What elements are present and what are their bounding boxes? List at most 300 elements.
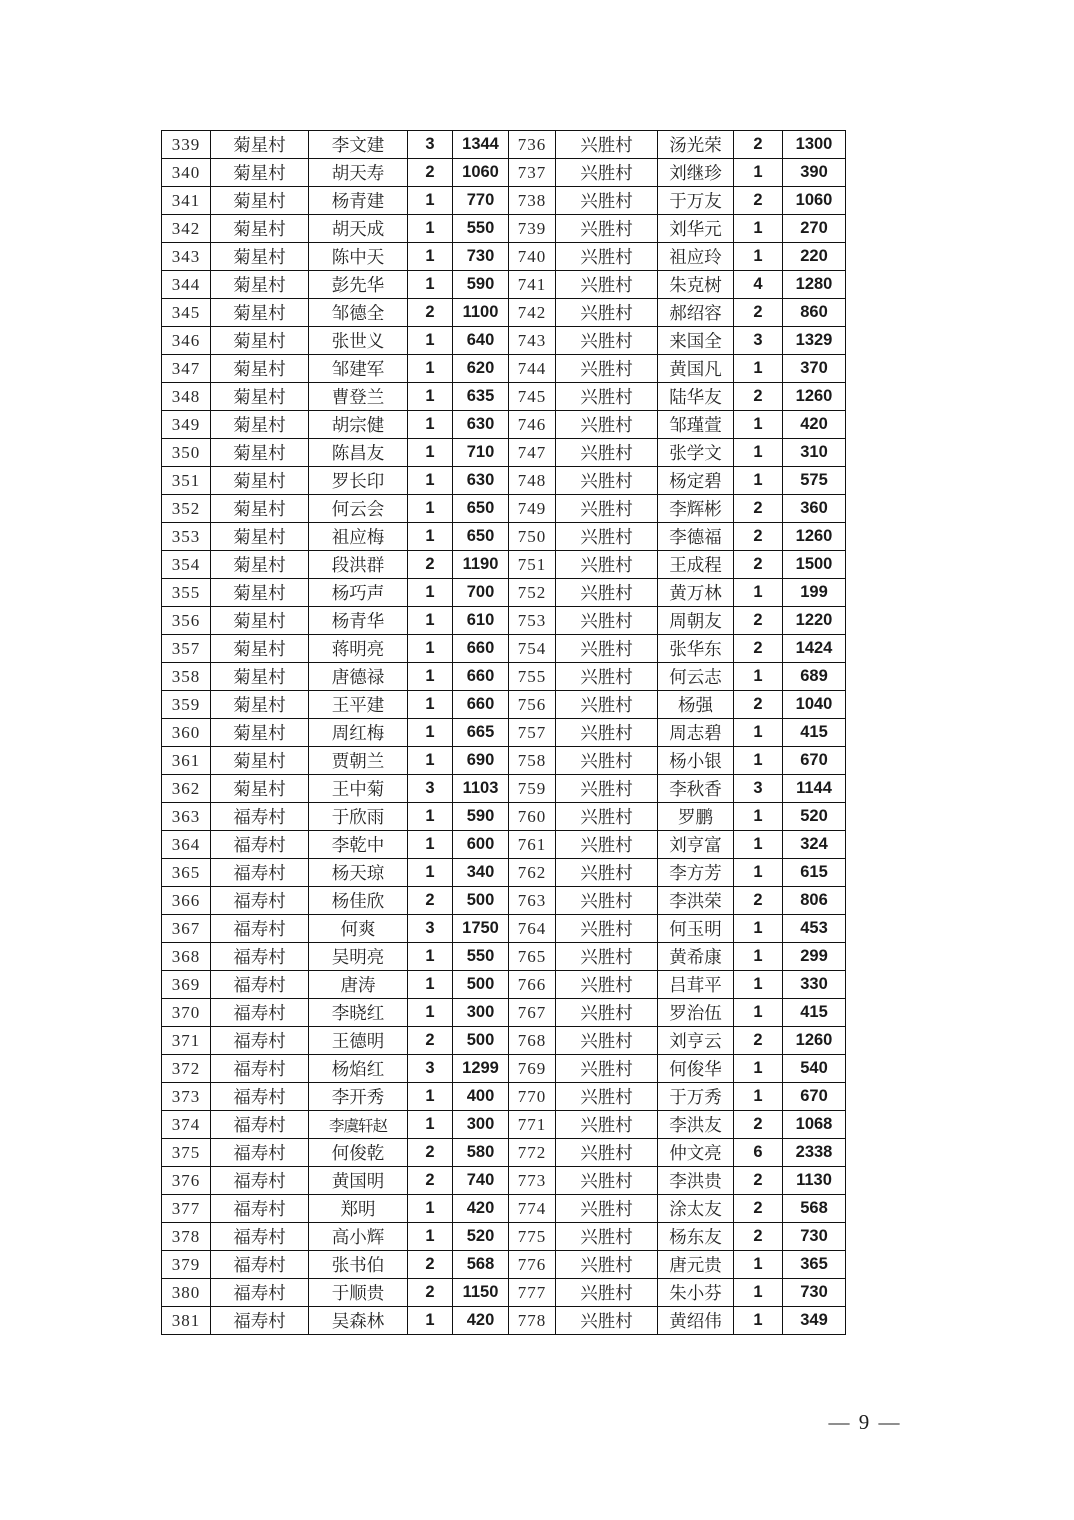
table-row <box>162 691 846 719</box>
count-cell: 6 <box>734 1139 783 1167</box>
name-cell: 黄国凡 <box>658 355 734 383</box>
count-cell: 3 <box>408 915 453 943</box>
name-cell: 罗长印 <box>309 467 408 495</box>
amount-cell: 1260 <box>783 1027 846 1055</box>
village-cell: 兴胜村 <box>556 859 658 887</box>
table-row <box>162 327 846 355</box>
table-row <box>162 915 846 943</box>
seq-cell: 351 <box>162 467 211 495</box>
name-cell: 王德明 <box>309 1027 408 1055</box>
name-cell: 李晓红 <box>309 999 408 1027</box>
name-cell: 周朝友 <box>658 607 734 635</box>
seq-cell: 762 <box>509 859 556 887</box>
table-row <box>162 1111 846 1139</box>
name-cell: 郑明 <box>309 1195 408 1223</box>
village-cell: 兴胜村 <box>556 747 658 775</box>
table-row <box>162 579 846 607</box>
count-cell: 1 <box>408 187 453 215</box>
table-row <box>162 775 846 803</box>
village-cell: 兴胜村 <box>556 887 658 915</box>
amount-cell: 500 <box>453 887 509 915</box>
seq-cell: 766 <box>509 971 556 999</box>
seq-cell: 739 <box>509 215 556 243</box>
village-cell: 兴胜村 <box>556 1055 658 1083</box>
amount-cell: 710 <box>453 439 509 467</box>
seq-cell: 770 <box>509 1083 556 1111</box>
amount-cell: 700 <box>453 579 509 607</box>
amount-cell: 806 <box>783 887 846 915</box>
amount-cell: 300 <box>453 999 509 1027</box>
amount-cell: 520 <box>453 1223 509 1251</box>
amount-cell: 635 <box>453 383 509 411</box>
name-cell: 涂太友 <box>658 1195 734 1223</box>
amount-cell: 610 <box>453 607 509 635</box>
village-cell: 兴胜村 <box>556 1167 658 1195</box>
village-cell: 兴胜村 <box>556 1279 658 1307</box>
name-cell: 李秋香 <box>658 775 734 803</box>
village-cell: 菊星村 <box>211 663 309 691</box>
count-cell: 1 <box>734 971 783 999</box>
amount-cell: 1040 <box>783 691 846 719</box>
count-cell: 2 <box>734 131 783 159</box>
name-cell: 王成程 <box>658 551 734 579</box>
count-cell: 3 <box>734 327 783 355</box>
count-cell: 2 <box>734 299 783 327</box>
village-cell: 兴胜村 <box>556 971 658 999</box>
seq-cell: 748 <box>509 467 556 495</box>
name-cell: 杨天琼 <box>309 859 408 887</box>
village-cell: 菊星村 <box>211 411 309 439</box>
village-cell: 菊星村 <box>211 467 309 495</box>
village-cell: 菊星村 <box>211 439 309 467</box>
table-row <box>162 971 846 999</box>
name-cell: 李方芳 <box>658 859 734 887</box>
seq-cell: 765 <box>509 943 556 971</box>
count-cell: 1 <box>408 243 453 271</box>
count-cell: 1 <box>408 803 453 831</box>
seq-cell: 365 <box>162 859 211 887</box>
count-cell: 1 <box>734 579 783 607</box>
table-row <box>162 439 846 467</box>
seq-cell: 761 <box>509 831 556 859</box>
name-cell: 蒋明亮 <box>309 635 408 663</box>
name-cell: 何云会 <box>309 495 408 523</box>
name-cell: 杨青建 <box>309 187 408 215</box>
village-cell: 福寿村 <box>211 915 309 943</box>
name-cell: 陆华友 <box>658 383 734 411</box>
table-row <box>162 747 846 775</box>
seq-cell: 345 <box>162 299 211 327</box>
count-cell: 2 <box>408 159 453 187</box>
village-cell: 兴胜村 <box>556 467 658 495</box>
amount-cell: 660 <box>453 663 509 691</box>
amount-cell: 740 <box>453 1167 509 1195</box>
name-cell: 于万友 <box>658 187 734 215</box>
table-row <box>162 1167 846 1195</box>
seq-cell: 344 <box>162 271 211 299</box>
name-cell: 于欣雨 <box>309 803 408 831</box>
count-cell: 1 <box>408 439 453 467</box>
amount-cell: 420 <box>453 1195 509 1223</box>
table-row <box>162 383 846 411</box>
amount-cell: 590 <box>453 803 509 831</box>
amount-cell: 730 <box>453 243 509 271</box>
village-cell: 兴胜村 <box>556 663 658 691</box>
seq-cell: 346 <box>162 327 211 355</box>
name-cell: 祖应玲 <box>658 243 734 271</box>
amount-cell: 360 <box>783 495 846 523</box>
count-cell: 1 <box>734 1279 783 1307</box>
amount-cell: 1100 <box>453 299 509 327</box>
count-cell: 1 <box>408 327 453 355</box>
seq-cell: 756 <box>509 691 556 719</box>
amount-cell: 640 <box>453 327 509 355</box>
table-row <box>162 887 846 915</box>
name-cell: 王平建 <box>309 691 408 719</box>
amount-cell: 500 <box>453 1027 509 1055</box>
table-row <box>162 1195 846 1223</box>
name-cell: 朱克树 <box>658 271 734 299</box>
count-cell: 1 <box>408 411 453 439</box>
count-cell: 2 <box>734 1111 783 1139</box>
village-cell: 兴胜村 <box>556 131 658 159</box>
seq-cell: 749 <box>509 495 556 523</box>
amount-cell: 1750 <box>453 915 509 943</box>
amount-cell: 550 <box>453 215 509 243</box>
seq-cell: 750 <box>509 523 556 551</box>
name-cell: 胡天成 <box>309 215 408 243</box>
village-cell: 菊星村 <box>211 579 309 607</box>
village-cell: 兴胜村 <box>556 1307 658 1335</box>
name-cell: 唐元贵 <box>658 1251 734 1279</box>
seq-cell: 355 <box>162 579 211 607</box>
seq-cell: 760 <box>509 803 556 831</box>
roster-table-body <box>162 131 846 1335</box>
amount-cell: 650 <box>453 495 509 523</box>
count-cell: 2 <box>408 1279 453 1307</box>
seq-cell: 379 <box>162 1251 211 1279</box>
village-cell: 菊星村 <box>211 383 309 411</box>
amount-cell: 1344 <box>453 131 509 159</box>
village-cell: 兴胜村 <box>556 607 658 635</box>
count-cell: 1 <box>408 579 453 607</box>
amount-cell: 300 <box>453 1111 509 1139</box>
amount-cell: 630 <box>453 411 509 439</box>
village-cell: 菊星村 <box>211 131 309 159</box>
seq-cell: 740 <box>509 243 556 271</box>
count-cell: 2 <box>408 887 453 915</box>
seq-cell: 772 <box>509 1139 556 1167</box>
village-cell: 菊星村 <box>211 747 309 775</box>
name-cell: 杨焰红 <box>309 1055 408 1083</box>
table-row <box>162 719 846 747</box>
amount-cell: 2338 <box>783 1139 846 1167</box>
count-cell: 1 <box>734 243 783 271</box>
village-cell: 兴胜村 <box>556 187 658 215</box>
village-cell: 菊星村 <box>211 523 309 551</box>
count-cell: 2 <box>734 887 783 915</box>
name-cell: 何俊乾 <box>309 1139 408 1167</box>
name-cell: 于万秀 <box>658 1083 734 1111</box>
count-cell: 2 <box>734 607 783 635</box>
amount-cell: 390 <box>783 159 846 187</box>
name-cell: 吕茸平 <box>658 971 734 999</box>
count-cell: 2 <box>734 1027 783 1055</box>
amount-cell: 575 <box>783 467 846 495</box>
amount-cell: 1329 <box>783 327 846 355</box>
count-cell: 3 <box>734 775 783 803</box>
count-cell: 1 <box>734 999 783 1027</box>
count-cell: 1 <box>734 411 783 439</box>
amount-cell: 568 <box>783 1195 846 1223</box>
seq-cell: 375 <box>162 1139 211 1167</box>
village-cell: 福寿村 <box>211 831 309 859</box>
amount-cell: 324 <box>783 831 846 859</box>
seq-cell: 751 <box>509 551 556 579</box>
amount-cell: 1068 <box>783 1111 846 1139</box>
amount-cell: 349 <box>783 1307 846 1335</box>
count-cell: 3 <box>408 131 453 159</box>
village-cell: 福寿村 <box>211 1251 309 1279</box>
village-cell: 兴胜村 <box>556 1083 658 1111</box>
count-cell: 2 <box>734 1195 783 1223</box>
village-cell: 福寿村 <box>211 943 309 971</box>
amount-cell: 690 <box>453 747 509 775</box>
village-cell: 福寿村 <box>211 1195 309 1223</box>
seq-cell: 758 <box>509 747 556 775</box>
amount-cell: 415 <box>783 719 846 747</box>
table-row <box>162 1139 846 1167</box>
village-cell: 福寿村 <box>211 1027 309 1055</box>
seq-cell: 353 <box>162 523 211 551</box>
page-number: — 9 — <box>828 1410 902 1434</box>
name-cell: 杨小银 <box>658 747 734 775</box>
count-cell: 1 <box>734 943 783 971</box>
village-cell: 兴胜村 <box>556 1251 658 1279</box>
amount-cell: 1500 <box>783 551 846 579</box>
village-cell: 兴胜村 <box>556 383 658 411</box>
amount-cell: 310 <box>783 439 846 467</box>
village-cell: 菊星村 <box>211 327 309 355</box>
name-cell: 周志碧 <box>658 719 734 747</box>
village-cell: 福寿村 <box>211 1111 309 1139</box>
village-cell: 菊星村 <box>211 495 309 523</box>
seq-cell: 774 <box>509 1195 556 1223</box>
name-cell: 祖应梅 <box>309 523 408 551</box>
amount-cell: 1300 <box>783 131 846 159</box>
count-cell: 2 <box>734 1167 783 1195</box>
seq-cell: 364 <box>162 831 211 859</box>
seq-cell: 363 <box>162 803 211 831</box>
seq-cell: 744 <box>509 355 556 383</box>
name-cell: 刘华元 <box>658 215 734 243</box>
amount-cell: 1060 <box>453 159 509 187</box>
amount-cell: 1280 <box>783 271 846 299</box>
seq-cell: 356 <box>162 607 211 635</box>
count-cell: 2 <box>734 1223 783 1251</box>
count-cell: 1 <box>408 719 453 747</box>
count-cell: 1 <box>408 747 453 775</box>
name-cell: 刘亨富 <box>658 831 734 859</box>
seq-cell: 361 <box>162 747 211 775</box>
seq-cell: 757 <box>509 719 556 747</box>
count-cell: 1 <box>734 215 783 243</box>
count-cell: 1 <box>408 943 453 971</box>
name-cell: 何爽 <box>309 915 408 943</box>
count-cell: 2 <box>408 1167 453 1195</box>
table-row <box>162 1307 846 1335</box>
count-cell: 1 <box>734 747 783 775</box>
seq-cell: 352 <box>162 495 211 523</box>
name-cell: 杨佳欣 <box>309 887 408 915</box>
count-cell: 2 <box>734 691 783 719</box>
seq-cell: 367 <box>162 915 211 943</box>
seq-cell: 372 <box>162 1055 211 1083</box>
name-cell: 张书伯 <box>309 1251 408 1279</box>
village-cell: 兴胜村 <box>556 243 658 271</box>
count-cell: 1 <box>408 1195 453 1223</box>
table-row <box>162 271 846 299</box>
village-cell: 菊星村 <box>211 775 309 803</box>
name-cell: 杨定碧 <box>658 467 734 495</box>
count-cell: 1 <box>408 383 453 411</box>
table-row <box>162 159 846 187</box>
table-row <box>162 831 846 859</box>
seq-cell: 738 <box>509 187 556 215</box>
count-cell: 1 <box>408 215 453 243</box>
seq-cell: 370 <box>162 999 211 1027</box>
name-cell: 仲文亮 <box>658 1139 734 1167</box>
count-cell: 2 <box>734 383 783 411</box>
name-cell: 刘继珍 <box>658 159 734 187</box>
count-cell: 1 <box>408 859 453 887</box>
seq-cell: 366 <box>162 887 211 915</box>
amount-cell: 270 <box>783 215 846 243</box>
count-cell: 3 <box>408 775 453 803</box>
name-cell: 李乾中 <box>309 831 408 859</box>
count-cell: 1 <box>408 1083 453 1111</box>
count-cell: 1 <box>734 1083 783 1111</box>
amount-cell: 415 <box>783 999 846 1027</box>
village-cell: 兴胜村 <box>556 831 658 859</box>
name-cell: 何云志 <box>658 663 734 691</box>
seq-cell: 374 <box>162 1111 211 1139</box>
amount-cell: 199 <box>783 579 846 607</box>
name-cell: 何玉明 <box>658 915 734 943</box>
village-cell: 兴胜村 <box>556 551 658 579</box>
amount-cell: 1103 <box>453 775 509 803</box>
name-cell: 胡宗健 <box>309 411 408 439</box>
name-cell: 段洪群 <box>309 551 408 579</box>
table-row <box>162 1279 846 1307</box>
amount-cell: 1144 <box>783 775 846 803</box>
count-cell: 1 <box>734 1055 783 1083</box>
village-cell: 兴胜村 <box>556 999 658 1027</box>
village-cell: 兴胜村 <box>556 159 658 187</box>
amount-cell: 550 <box>453 943 509 971</box>
village-cell: 兴胜村 <box>556 299 658 327</box>
amount-cell: 660 <box>453 635 509 663</box>
name-cell: 王中菊 <box>309 775 408 803</box>
seq-cell: 753 <box>509 607 556 635</box>
village-cell: 兴胜村 <box>556 495 658 523</box>
count-cell: 1 <box>734 355 783 383</box>
table-row <box>162 607 846 635</box>
amount-cell: 670 <box>783 1083 846 1111</box>
seq-cell: 776 <box>509 1251 556 1279</box>
count-cell: 2 <box>734 551 783 579</box>
name-cell: 胡天寿 <box>309 159 408 187</box>
seq-cell: 348 <box>162 383 211 411</box>
village-cell: 菊星村 <box>211 159 309 187</box>
seq-cell: 754 <box>509 635 556 663</box>
amount-cell: 365 <box>783 1251 846 1279</box>
amount-cell: 340 <box>453 859 509 887</box>
count-cell: 1 <box>408 663 453 691</box>
seq-cell: 755 <box>509 663 556 691</box>
seq-cell: 777 <box>509 1279 556 1307</box>
count-cell: 4 <box>734 271 783 299</box>
count-cell: 1 <box>734 1251 783 1279</box>
name-cell: 李开秀 <box>309 1083 408 1111</box>
count-cell: 1 <box>408 1307 453 1335</box>
table-row <box>162 411 846 439</box>
count-cell: 1 <box>408 831 453 859</box>
seq-cell: 376 <box>162 1167 211 1195</box>
amount-cell: 420 <box>453 1307 509 1335</box>
count-cell: 1 <box>408 999 453 1027</box>
table-row <box>162 131 846 159</box>
seq-cell: 778 <box>509 1307 556 1335</box>
village-cell: 兴胜村 <box>556 327 658 355</box>
count-cell: 2 <box>734 523 783 551</box>
seq-cell: 747 <box>509 439 556 467</box>
table-row <box>162 663 846 691</box>
amount-cell: 730 <box>783 1223 846 1251</box>
name-cell: 朱小芬 <box>658 1279 734 1307</box>
village-cell: 兴胜村 <box>556 635 658 663</box>
village-cell: 兴胜村 <box>556 579 658 607</box>
count-cell: 1 <box>408 635 453 663</box>
table-row <box>162 299 846 327</box>
amount-cell: 1260 <box>783 523 846 551</box>
amount-cell: 1220 <box>783 607 846 635</box>
name-cell: 张华东 <box>658 635 734 663</box>
seq-cell: 759 <box>509 775 556 803</box>
amount-cell: 400 <box>453 1083 509 1111</box>
table-row <box>162 355 846 383</box>
name-cell: 黄万林 <box>658 579 734 607</box>
village-cell: 福寿村 <box>211 971 309 999</box>
roster-table <box>161 130 846 1335</box>
amount-cell: 1190 <box>453 551 509 579</box>
table-row <box>162 1055 846 1083</box>
amount-cell: 500 <box>453 971 509 999</box>
name-cell: 李洪荣 <box>658 887 734 915</box>
name-cell: 曹登兰 <box>309 383 408 411</box>
count-cell: 1 <box>408 971 453 999</box>
village-cell: 菊星村 <box>211 607 309 635</box>
table-row <box>162 243 846 271</box>
count-cell: 1 <box>734 159 783 187</box>
seq-cell: 368 <box>162 943 211 971</box>
village-cell: 兴胜村 <box>556 411 658 439</box>
amount-cell: 660 <box>453 691 509 719</box>
name-cell: 邹建军 <box>309 355 408 383</box>
amount-cell: 600 <box>453 831 509 859</box>
name-cell: 陈昌友 <box>309 439 408 467</box>
amount-cell: 650 <box>453 523 509 551</box>
